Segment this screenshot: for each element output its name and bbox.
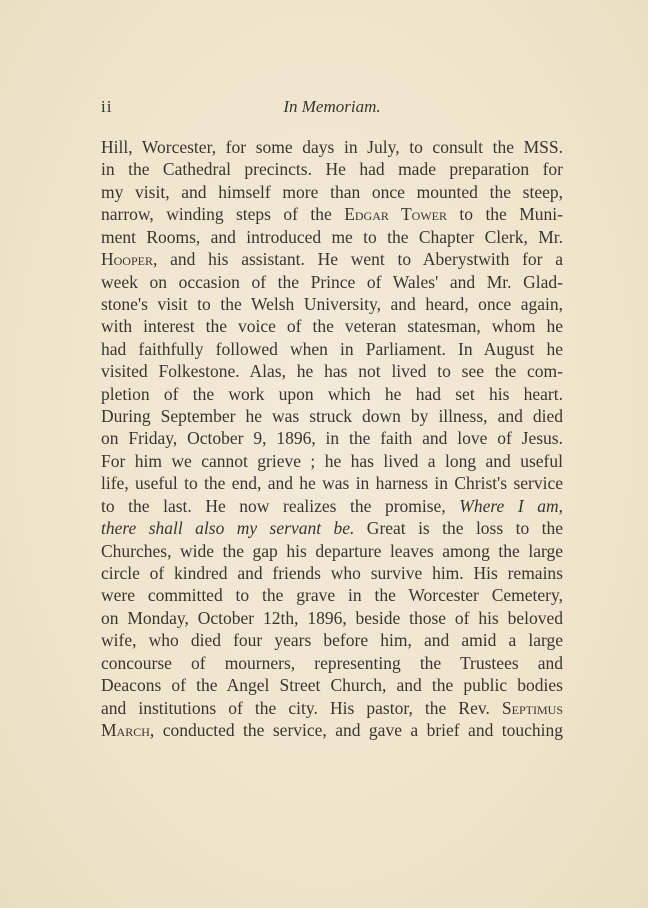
text-line: had faithfully followed when in Parliament. In August he: [101, 338, 563, 359]
text-line: wife, who died four years before him, and amid a large: [101, 630, 563, 651]
running-head: [101, 97, 563, 119]
text-line: Hill, Worcester, for some days in July, to consult the MSS.: [101, 137, 563, 157]
text-line: there shall also my servant be. Great is the loss to the: [101, 518, 563, 539]
text-line: pletion of the work upon which he had set his heart.: [101, 383, 563, 404]
text-line: narrow, winding steps of the Edgar Tower to the Muni-: [101, 204, 563, 225]
text-line: March, conducted the service, and gave a brief and touching: [101, 719, 563, 740]
text-line: in the Cathedral precincts. He had made preparation for: [101, 159, 563, 180]
page-number: ii: [101, 97, 113, 116]
text-line: to the last. He now realizes the promise, Where I am,: [101, 495, 563, 516]
text-line: week on occasion of the Prince of Wales' and Mr. Glad-: [101, 271, 563, 292]
text-line: ment Rooms, and introduced me to the Chapter Clerk, Mr.: [101, 226, 563, 247]
text-line: concourse of mourners, representing the Trustees and: [101, 652, 563, 673]
text-line: with interest the voice of the veteran statesman, whom he: [101, 316, 563, 337]
body-text: [101, 136, 563, 741]
text-line: Deacons of the Angel Street Church, and the public bodies: [101, 675, 563, 696]
text-line: on Friday, October 9, 1896, in the faith and love of Jesus.: [101, 428, 563, 449]
text-line: Churches, wide the gap his departure leaves among the large: [101, 540, 563, 561]
text-line: For him we cannot grieve ; he has lived a long and useful: [101, 450, 563, 471]
running-head-title: In Memoriam.: [283, 97, 381, 116]
text-line: were committed to the grave in the Worcester Cemetery,: [101, 585, 563, 606]
text-line: my visit, and himself more than once mounted the steep,: [101, 181, 563, 202]
text-line: visited Folkestone. Alas, he has not lived to see the com-: [101, 361, 563, 382]
text-line: on Monday, October 12th, 1896, beside those of his beloved: [101, 607, 563, 628]
text-line: circle of kindred and friends who survive him. His remains: [101, 563, 563, 584]
text-line: and institutions of the city. His pastor, the Rev. Septimus: [101, 697, 563, 718]
text-line: During September he was struck down by illness, and died: [101, 406, 563, 427]
text-line: stone's visit to the Welsh University, and heard, once again,: [101, 293, 563, 314]
text-line: life, useful to the end, and he was in harness in Christ's service: [101, 473, 563, 494]
text-line: Hooper, and his assistant. He went to Aberystwith for a: [101, 249, 563, 270]
